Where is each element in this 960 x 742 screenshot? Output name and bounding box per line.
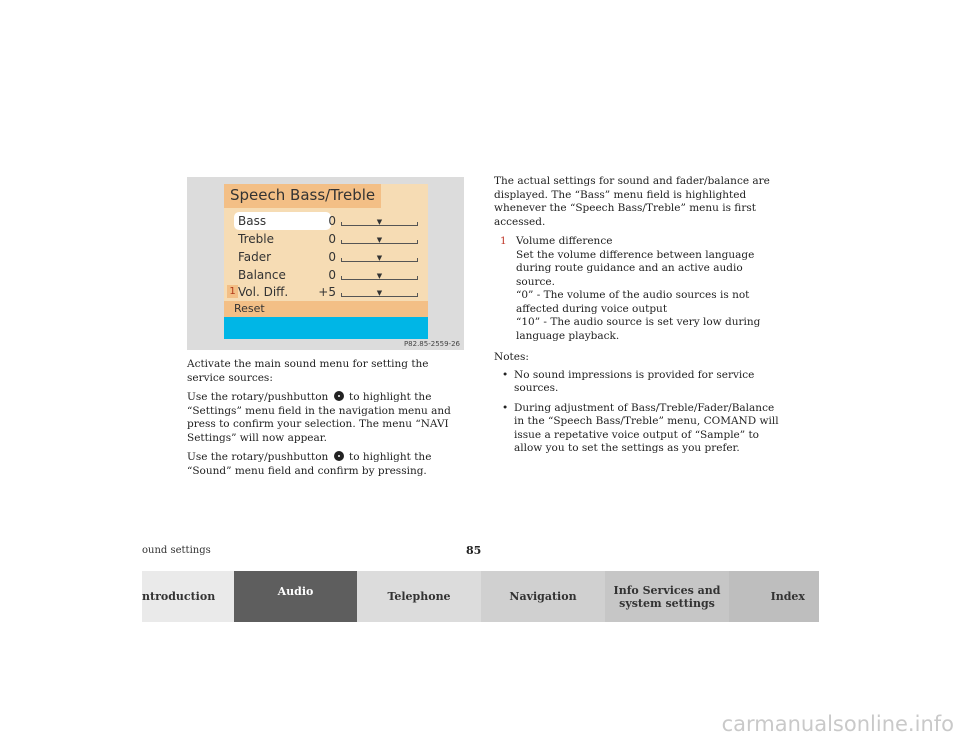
row-label: Balance	[238, 268, 286, 282]
notes-title: Notes:	[494, 351, 529, 363]
paragraph: Use the rotary/pushbutton to highlight the “Sound” menu field and confirm by pressing.	[187, 451, 432, 477]
menu-row-fader	[224, 249, 428, 266]
display-screen	[224, 184, 428, 339]
row-label: Bass	[238, 214, 267, 228]
tab-navigation[interactable]: Navigation	[481, 571, 605, 622]
intro-paragraph: The actual settings for sound and fader/balance are displayed. The “Bass” menu field is highlighted whenever the “Speech Bass/Treble” menu is first accessed.	[494, 175, 770, 228]
menu-row-vol-diff	[224, 284, 428, 301]
menu-row-treble	[224, 231, 428, 248]
section-label: ound settings	[142, 545, 211, 556]
slider	[341, 272, 418, 280]
tab-telephone[interactable]: Telephone	[357, 571, 481, 622]
page-number: 85	[466, 544, 482, 557]
row-value: 0	[328, 214, 336, 228]
slider	[341, 254, 418, 262]
note-item: • During adjustment of Bass/Treble/Fader/Balance in the “Speech Bass/Treble” menu, COMAND will issue a repetative voice output of “Sample” to allow you to set the settings as you prefer.	[496, 402, 779, 456]
slider-marker-icon: ▼	[376, 272, 383, 280]
row-value: +5	[318, 285, 336, 299]
paragraph: Use the rotary/pushbutton to highlight the “Settings” menu field in the navigation menu and press to confirm your selection. The menu “NAVI Settings” will now appear.	[187, 391, 451, 444]
row-value: 0	[328, 250, 336, 264]
menu-title: Speech Bass/Treble	[224, 184, 381, 208]
reset-row	[224, 301, 428, 317]
tab-index[interactable]: Index	[729, 571, 819, 622]
rotary-button-icon	[334, 391, 344, 401]
row-value: 0	[328, 268, 336, 282]
row-label: Fader	[238, 250, 272, 264]
slider-marker-icon: ▼	[376, 254, 383, 262]
row-value: 0	[328, 232, 336, 246]
rotary-button-icon	[334, 451, 344, 461]
callout-item	[500, 235, 779, 343]
slider	[341, 218, 418, 226]
menu-row-bass	[224, 213, 428, 230]
row-label: Treble	[238, 232, 274, 246]
reset-label: Reset	[234, 302, 265, 315]
notes-list	[494, 369, 779, 456]
figure-code: P82.85-2559-26	[403, 340, 460, 348]
tab-audio[interactable]: Audio	[234, 571, 357, 622]
row-label: Vol. Diff.	[238, 285, 289, 299]
left-column	[187, 358, 469, 484]
watermark: carmanualsonline.info	[721, 712, 954, 736]
menu-row-balance	[224, 267, 428, 284]
slider	[341, 289, 418, 297]
item-heading: Volume difference	[516, 235, 613, 247]
status-bar	[224, 317, 428, 339]
right-column	[494, 175, 779, 462]
chapter-tabs	[142, 571, 819, 622]
slider-marker-icon: ▼	[376, 236, 383, 244]
item-text: “10” - The audio source is set very low during language playback.	[516, 316, 761, 342]
tab-info-services[interactable]: Info Services and system settings	[605, 571, 729, 622]
slider-marker-icon: ▼	[376, 218, 383, 226]
sound-menu-figure	[187, 177, 464, 350]
note-item: • No sound impressions is provided for service sources.	[496, 369, 779, 396]
callout-number: 1	[227, 285, 238, 298]
slider-marker-icon: ▼	[376, 289, 383, 297]
slider	[341, 236, 418, 244]
paragraph: Activate the main sound menu for setting the service sources:	[187, 358, 429, 384]
item-text: “0” - The volume of the audio sources is not affected during voice output	[516, 289, 750, 315]
item-text: Set the volume difference between language during route guidance and an active audio source.	[516, 248, 755, 288]
callout-number: 1	[500, 235, 507, 247]
tab-introduction[interactable]: ntroduction	[142, 571, 234, 622]
